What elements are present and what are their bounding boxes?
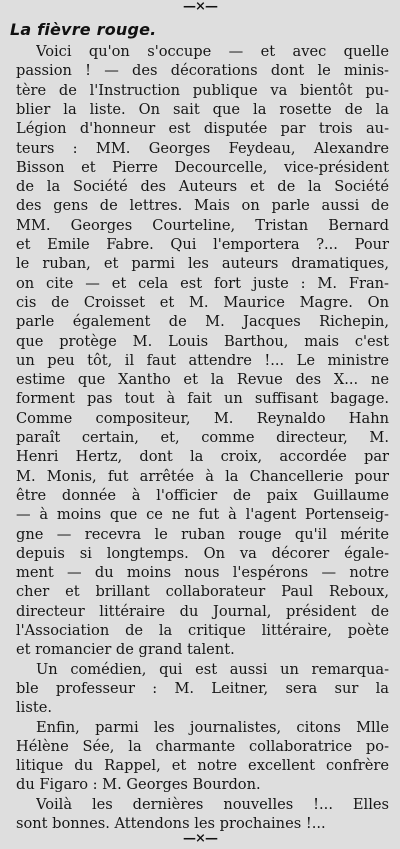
text-line: M. Monis, fut arrêtée à la Chancellerie pour [16,467,389,485]
text-line: tère de l'Instruction publique va bientôt pu- [16,81,389,99]
text-line: estime que Xantho et la Revue des X... ne [16,371,389,389]
text-line: litique du Rappel, et notre excellent confrère [16,757,389,775]
text-line: et Emile Fabre. Qui l'emportera ?... Pour [16,236,389,253]
text-line: Comme compositeur, M. Reynaldo Hahn [16,409,389,427]
text-line: Voici qu'on s'occupe — et avec quelle [36,43,389,60]
text-line: le ruban, et parmi les auteurs dramatiques, [16,255,389,273]
text-line: des gens de lettres. Mais on parle aussi de [16,197,389,215]
text-line: un peu tôt, il faut attendre !... Le ministre [16,351,389,369]
text-line: directeur littéraire du Journal, président de [16,602,389,620]
top-ornament: —×— [183,0,217,14]
text-line: que protège M. Louis Barthou, mais c'est [16,332,389,350]
text-line: du Figaro : M. Georges Bourdon. [16,776,261,794]
text-line: être donnée à l'officier de paix Guillaume [16,486,389,504]
text-line: liste. [16,699,52,717]
text-line: Légion d'honneur est disputée par trois au- [16,120,389,138]
text-line: teurs : MM. Georges Feydeau, Alexandre [16,139,389,157]
text-line: forment pas tout à fait un suffisant bagage. [16,390,389,408]
text-line: — à moins que ce ne fut à l'agent Portenseig- [16,506,389,524]
text-line: ble professeur : M. Leitner, sera sur la [16,679,389,697]
text-line: on cite — et cela est fort juste : M. Fran- [16,274,389,292]
text-line: passion ! — des décorations dont le minis- [16,62,389,80]
bottom-ornament: —×— [183,831,217,846]
text-line: Enfin, parmi les journalistes, citons Mlle [36,718,389,736]
text-line: MM. Georges Courteline, Tristan Bernard [16,216,389,234]
text-line: et romancier de grand talent. [16,641,235,659]
text-line: Hélène Sée, la charmante collaboratrice po- [16,737,389,755]
text-line: gne — recevra le ruban rouge qu'il mérite [16,525,389,543]
text-line: Bisson et Pierre Decourcelle, vice-président [16,158,389,176]
text-line: cher et brillant collaborateur Paul Reboux, [16,583,389,601]
text-line: depuis si longtemps. On va décorer égale- [16,544,389,562]
text-line: paraît certain, et, comme directeur, M. [16,429,389,446]
article-title: La fièvre rouge. [10,20,157,39]
text-line: Voilà les dernières nouvelles !... Elles [36,795,389,813]
text-line: sont bonnes. Attendons les prochaines !... [16,815,326,832]
text-line: parle également de M. Jacques Richepin, [16,313,389,331]
text-line: ment — du moins nous l'espérons — notre [16,564,389,582]
text-line: de la Société des Auteurs et de la Société [16,178,389,196]
text-line: cis de Croisset et M. Maurice Magre. On [16,293,389,311]
text-line: Un comédien, qui est aussi un remarqua- [36,660,389,678]
text-line: blier la liste. On sait que la rosette de la [16,100,389,118]
text-line: l'Association de la critique littéraire, poète [16,622,389,639]
text-line: Henri Hertz, dont la croix, accordée par [16,448,389,466]
